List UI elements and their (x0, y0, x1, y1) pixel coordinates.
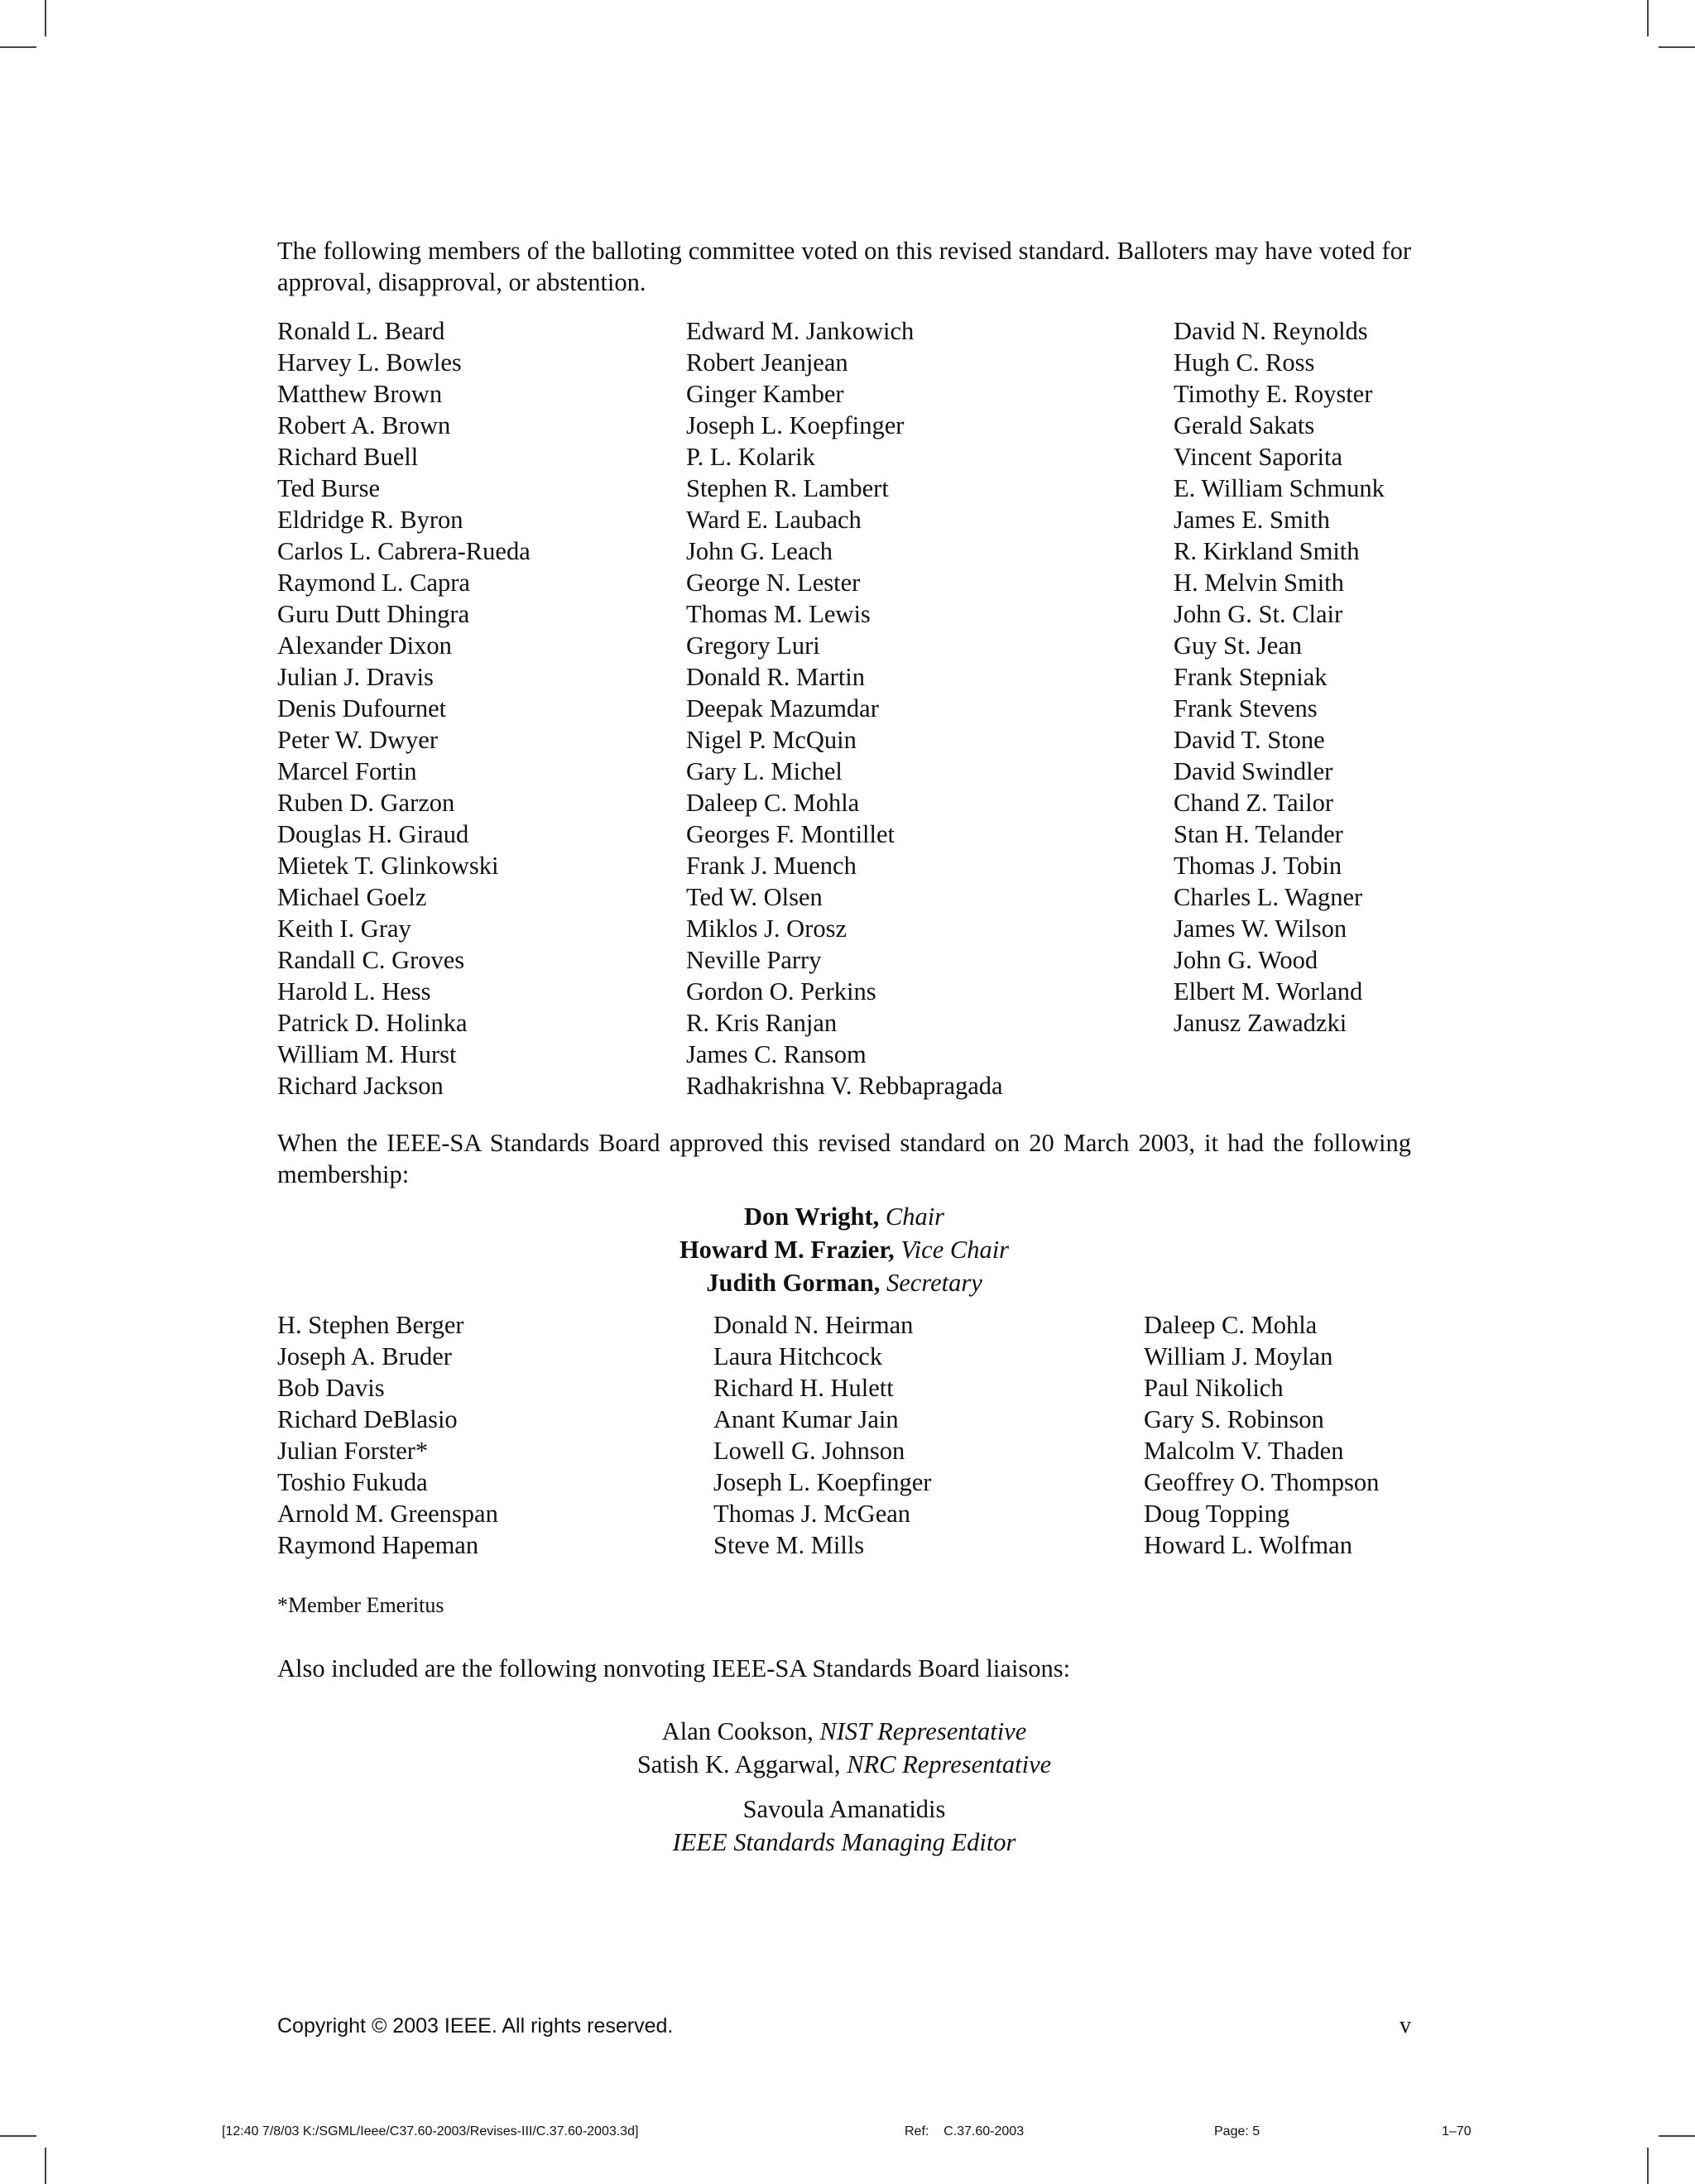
member-name: James E. Smith (1174, 506, 1330, 534)
member-name: Guy St. Jean (1174, 631, 1303, 660)
member-name: Steve M. Mills (713, 1531, 865, 1559)
member-name: Howard L. Wolfman (1144, 1531, 1352, 1559)
member-name: Charles L. Wagner (1174, 883, 1363, 911)
member-name: Stan H. Telander (1174, 820, 1343, 848)
member-name: Geoffrey O. Thompson (1144, 1468, 1380, 1496)
member-name: Gary S. Robinson (1144, 1405, 1324, 1433)
member-name: H. Stephen Berger (277, 1311, 464, 1339)
member-name: Daleep C. Mohla (686, 789, 860, 817)
member-name: Laura Hitchcock (713, 1342, 883, 1370)
member-name: P. L. Kolarik (686, 443, 815, 471)
member-name: Raymond Hapeman (277, 1531, 479, 1559)
member-name: Georges F. Montillet (686, 820, 895, 848)
slug-file: [12:40 7/8/03 K:/SGML/Ieee/C37.60-2003/Revises-III/C.37.60-2003.3d] (222, 2124, 639, 2138)
member-name: Frank Stepniak (1174, 663, 1328, 691)
crop-mark (1659, 46, 1695, 48)
member-name: James W. Wilson (1174, 914, 1347, 943)
board-column-1 (277, 1309, 498, 1561)
member-name: William M. Hurst (277, 1040, 457, 1068)
member-name: Patrick D. Holinka (277, 1009, 468, 1037)
member-name: Alexander Dixon (277, 631, 452, 660)
ballot-column-1 (277, 315, 531, 1102)
member-name: James C. Ransom (686, 1040, 867, 1068)
member-name: Denis Dufournet (277, 694, 447, 722)
member-name: Frank J. Muench (686, 852, 857, 880)
member-name: Matthew Brown (277, 380, 443, 408)
officer-name: Judith Gorman, (706, 1269, 881, 1297)
member-name: Richard DeBlasio (277, 1405, 458, 1433)
editor-role: IEEE Standards Managing Editor (672, 1828, 1016, 1856)
crop-mark (0, 46, 36, 48)
member-name: John G. Wood (1174, 946, 1318, 974)
member-name: David Swindler (1174, 757, 1333, 785)
liaisons-list (277, 1715, 1411, 1781)
slug-ref: Ref: C.37.60-2003 (905, 2124, 1025, 2138)
member-name: Guru Dutt Dhingra (277, 600, 470, 628)
member-name: Edward M. Jankowich (686, 317, 915, 345)
member-name: Stephen R. Lambert (686, 474, 889, 502)
member-name: Gerald Sakats (1174, 411, 1315, 439)
managing-editor (277, 1793, 1411, 1859)
slug-page: Page: 5 (1214, 2124, 1260, 2138)
member-name: Marcel Fortin (277, 757, 417, 785)
officer-name: Don Wright, (743, 1202, 880, 1231)
member-name: John G. St. Clair (1174, 600, 1343, 628)
member-name: William J. Moylan (1144, 1342, 1333, 1370)
officer-chair (277, 1200, 1411, 1233)
member-name: Gordon O. Perkins (686, 977, 876, 1006)
liaison-name: Satish K. Aggarwal, (636, 1750, 841, 1778)
member-name: R. Kirkland Smith (1174, 537, 1360, 565)
member-name: Anant Kumar Jain (713, 1405, 899, 1433)
member-name: H. Melvin Smith (1174, 569, 1344, 597)
member-name: Ruben D. Garzon (277, 789, 455, 817)
board-intro: When the IEEE-SA Standards Board approved this revised standard on 20 March 2003, it had the following membership: (277, 1129, 1411, 1188)
board-column-2 (713, 1309, 931, 1561)
member-name: Julian Forster* (277, 1437, 429, 1465)
liaison-role: NIST Representative (819, 1717, 1027, 1745)
member-name: Toshio Fukuda (277, 1468, 428, 1496)
member-name: Frank Stevens (1174, 694, 1318, 722)
officer-secretary (277, 1266, 1411, 1299)
page-number: v (1400, 2013, 1411, 2038)
copyright-line: Copyright © 2003 IEEE. All rights reserved. (277, 2014, 674, 2038)
member-name: Deepak Mazumdar (686, 694, 879, 722)
member-name: Nigel P. McQuin (686, 726, 857, 754)
member-name: Randall C. Groves (277, 946, 465, 974)
member-name: David N. Reynolds (1174, 317, 1368, 345)
member-name: Joseph L. Koepfinger (713, 1468, 932, 1496)
officer-vice-chair (277, 1233, 1411, 1266)
member-name: Doug Topping (1144, 1500, 1290, 1528)
editor-name: Savoula Amanatidis (742, 1795, 946, 1823)
member-name: Richard Jackson (277, 1072, 444, 1100)
liaison-name: Alan Cookson, (661, 1717, 814, 1745)
member-name: Joseph A. Bruder (277, 1342, 452, 1370)
crop-mark (0, 2135, 36, 2137)
member-name: Janusz Zawadzki (1174, 1009, 1347, 1037)
crop-mark (45, 0, 46, 36)
member-name: Ginger Kamber (686, 380, 844, 408)
member-name: George N. Lester (686, 569, 861, 597)
crop-mark (1647, 2148, 1649, 2184)
member-name: Neville Parry (686, 946, 822, 974)
member-name: Robert Jeanjean (686, 348, 848, 377)
member-name: Miklos J. Orosz (686, 914, 848, 943)
member-name: E. William Schmunk (1174, 474, 1385, 502)
member-name: Chand Z. Tailor (1174, 789, 1333, 817)
member-name: Keith I. Gray (277, 914, 411, 943)
ballot-column-3 (1174, 315, 1385, 1039)
officer-role: Chair (885, 1202, 945, 1231)
member-name: Harvey L. Bowles (277, 348, 462, 377)
member-name: Thomas J. McGean (713, 1500, 911, 1528)
member-name: Radhakrishna V. Rebbapragada (686, 1072, 1003, 1100)
member-name: David T. Stone (1174, 726, 1325, 754)
member-name: Peter W. Dwyer (277, 726, 438, 754)
member-name: Malcolm V. Thaden (1144, 1437, 1344, 1465)
member-name: Richard H. Hulett (713, 1374, 894, 1402)
ballot-column-2 (686, 315, 1003, 1102)
member-name: Harold L. Hess (277, 977, 431, 1006)
member-name: Robert A. Brown (277, 411, 451, 439)
liaisons-intro: Also included are the following nonvoting IEEE-SA Standards Board liaisons: (277, 1654, 1071, 1682)
member-name: Thomas J. Tobin (1174, 852, 1342, 880)
member-name: Donald N. Heirman (713, 1311, 914, 1339)
member-name: Carlos L. Cabrera-Rueda (277, 537, 531, 565)
member-name: Lowell G. Johnson (713, 1437, 905, 1465)
member-name: Eldridge R. Byron (277, 506, 463, 534)
slug-range: 1–70 (1442, 2124, 1472, 2138)
member-name: Richard Buell (277, 443, 419, 471)
officer-role: Vice Chair (900, 1236, 1010, 1264)
ballot-intro: The following members of the balloting committee voted on this revised standard. Balloters may have voted for approval, disapproval, or abstention. (277, 237, 1411, 296)
member-name: Bob Davis (277, 1374, 385, 1402)
member-name: Gregory Luri (686, 631, 820, 660)
member-name: Michael Goelz (277, 883, 427, 911)
member-name: Thomas M. Lewis (686, 600, 871, 628)
liaison-role: NRC Representative (847, 1750, 1052, 1778)
member-name: Timothy E. Royster (1174, 380, 1373, 408)
member-name: Vincent Saporita (1174, 443, 1342, 471)
member-name: John G. Leach (686, 537, 833, 565)
officer-role: Secretary (886, 1269, 982, 1297)
footnote: *Member Emeritus (277, 1593, 444, 1617)
member-name: Paul Nikolich (1144, 1374, 1284, 1402)
member-name: Hugh C. Ross (1174, 348, 1315, 377)
crop-mark (45, 2148, 46, 2184)
member-name: Julian J. Dravis (277, 663, 434, 691)
member-name: Ronald L. Beard (277, 317, 445, 345)
crop-mark (1659, 2135, 1695, 2137)
crop-mark (1647, 0, 1649, 36)
member-name: R. Kris Ranjan (686, 1009, 838, 1037)
member-name: Mietek T. Glinkowski (277, 852, 499, 880)
member-name: Douglas H. Giraud (277, 820, 469, 848)
member-name: Arnold M. Greenspan (277, 1500, 498, 1528)
board-column-3 (1144, 1309, 1379, 1561)
member-name: Ted Burse (277, 474, 381, 502)
officer-name: Howard M. Frazier, (679, 1236, 895, 1264)
member-name: Ward E. Laubach (686, 506, 862, 534)
member-name: Donald R. Martin (686, 663, 866, 691)
member-name: Raymond L. Capra (277, 569, 470, 597)
member-name: Ted W. Olsen (686, 883, 823, 911)
member-name: Joseph L. Koepfinger (686, 411, 905, 439)
liaison-nrc (277, 1748, 1411, 1781)
member-name: Elbert M. Worland (1174, 977, 1363, 1006)
liaison-nist (277, 1715, 1411, 1748)
member-name: Gary L. Michel (686, 757, 843, 785)
board-officers (277, 1200, 1411, 1299)
member-name: Daleep C. Mohla (1144, 1311, 1318, 1339)
